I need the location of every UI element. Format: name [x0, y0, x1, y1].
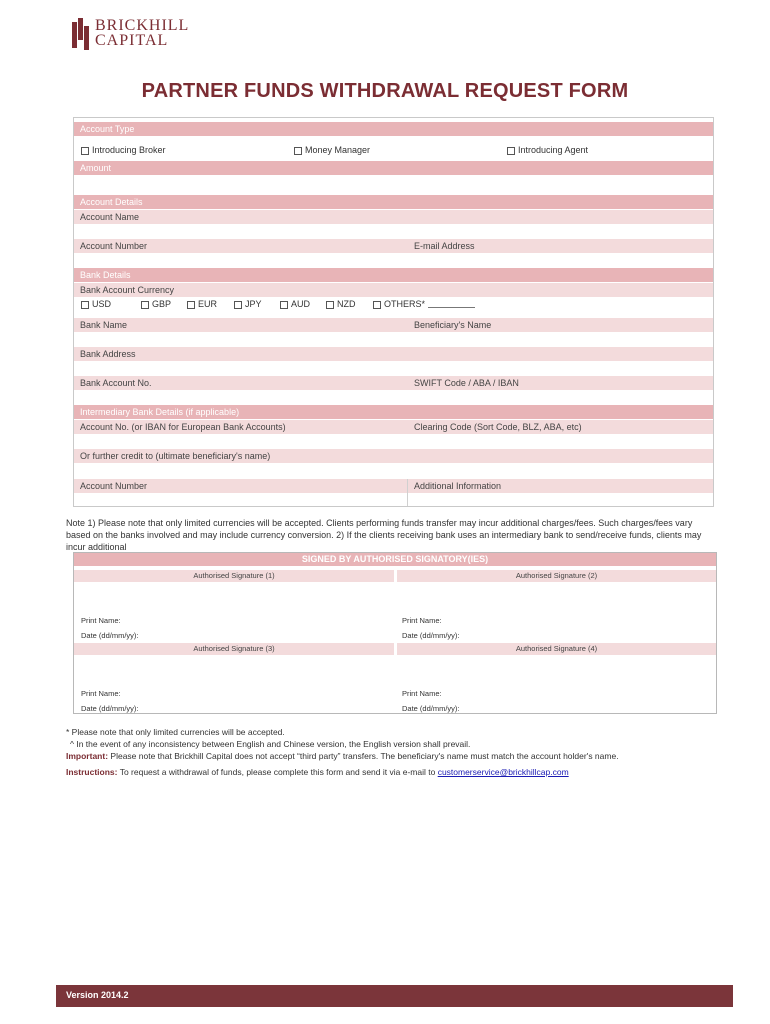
bank-address-input[interactable]: [74, 361, 713, 375]
option-introducing-agent[interactable]: Introducing Agent: [507, 144, 588, 156]
further-account-row: [74, 479, 713, 493]
checkbox-icon[interactable]: [187, 301, 195, 309]
signature-3-label: Authorised Signature (3): [74, 643, 394, 655]
signature-4-label: Authorised Signature (4): [397, 643, 716, 655]
checkbox-icon[interactable]: [234, 301, 242, 309]
caret-note: ^ In the event of any inconsistency between English and Chinese version, the English version shall prevail.: [70, 739, 471, 749]
signature-3-field[interactable]: [74, 656, 394, 684]
bank-name-inputs[interactable]: [74, 332, 713, 346]
bank-account-row: [74, 376, 713, 390]
currency-eur[interactable]: EUR: [187, 298, 217, 310]
column-divider: [407, 479, 408, 506]
bank-address-label: Bank Address: [74, 347, 713, 361]
instructions-note: [66, 766, 569, 778]
section-amount: Amount: [74, 161, 713, 175]
checkbox-icon[interactable]: [326, 301, 334, 309]
bank-account-inputs[interactable]: [74, 390, 713, 404]
important-text: Please note that Brickhill Capital does not accept “third party” transfers. The beneficiary's name must match the account holder's name.: [110, 751, 619, 761]
bank-name-label: Bank Name: [80, 320, 128, 330]
bank-account-no-label: Bank Account No.: [80, 378, 152, 388]
signature-2-label: Authorised Signature (2): [397, 570, 716, 582]
currency-jpy[interactable]: JPY: [234, 298, 262, 310]
account-type-options: [74, 144, 713, 158]
signature-header: SIGNED BY AUTHORISED SIGNATORY(IES): [74, 553, 716, 566]
account-name-label: Account Name: [74, 210, 713, 224]
section-account-type: Account Type: [74, 122, 713, 136]
further-account-label: Account Number: [80, 481, 148, 491]
account-number-email-inputs[interactable]: [74, 253, 713, 267]
currency-aud[interactable]: AUD: [280, 298, 310, 310]
currency-label: Bank Account Currency: [74, 283, 713, 297]
intermediary-account-label: Account No. (or IBAN for European Bank Accounts): [80, 422, 286, 432]
currency-options: [74, 298, 713, 312]
version-label: Version 2014.2: [66, 990, 129, 1000]
date-2: Date (dd/mm/yy):: [402, 631, 460, 640]
logo-line2: CAPITAL: [95, 32, 169, 49]
print-name-4: Print Name:: [402, 689, 442, 698]
checkbox-icon[interactable]: [507, 147, 515, 155]
additional-info-label: Additional Information: [414, 481, 502, 491]
checkbox-icon[interactable]: [280, 301, 288, 309]
instructions-label: Instructions:: [66, 767, 118, 777]
currency-others[interactable]: OTHERS*: [373, 298, 425, 310]
section-intermediary: Intermediary Bank Details (if applicable): [74, 405, 713, 419]
bank-name-row: [74, 318, 713, 332]
signature-1-label: Authorised Signature (1): [74, 570, 394, 582]
currency-gbp[interactable]: GBP: [141, 298, 171, 310]
page-title: PARTNER FUNDS WITHDRAWAL REQUEST FORM: [141, 80, 629, 102]
checkbox-icon[interactable]: [81, 301, 89, 309]
print-name-3: Print Name:: [81, 689, 121, 698]
beneficiary-label: Beneficiary's Name: [414, 320, 492, 330]
signature-2-field[interactable]: [397, 583, 716, 611]
clearing-code-label: Clearing Code (Sort Code, BLZ, ABA, etc): [414, 422, 582, 432]
email-label: E-mail Address: [414, 241, 475, 251]
currency-usd[interactable]: USD: [81, 298, 111, 310]
account-number-label: Account Number: [80, 241, 148, 251]
date-1: Date (dd/mm/yy):: [81, 631, 139, 640]
amount-input[interactable]: [74, 175, 713, 193]
intermediary-account-row: [74, 420, 713, 434]
star-note: * Please note that only limited currencies will be accepted.: [66, 727, 285, 737]
further-credit-label: Or further credit to (ultimate beneficiary's name): [74, 449, 713, 463]
signature-4-field[interactable]: [397, 656, 716, 684]
account-name-input[interactable]: [74, 224, 713, 238]
print-name-1: Print Name:: [81, 616, 121, 625]
option-money-manager[interactable]: Money Manager: [294, 144, 370, 156]
logo-wordmark: [95, 18, 189, 48]
checkbox-icon[interactable]: [294, 147, 302, 155]
option-introducing-broker[interactable]: Introducing Broker: [81, 144, 166, 156]
others-underline: [428, 307, 475, 308]
currency-nzd[interactable]: NZD: [326, 298, 356, 310]
important-note: [66, 750, 619, 762]
section-bank-details: Bank Details: [74, 268, 713, 282]
swift-label: SWIFT Code / ABA / IBAN: [414, 378, 519, 388]
logo-line1: BRICKHILL: [95, 17, 190, 34]
checkbox-icon[interactable]: [81, 147, 89, 155]
currency-note: Note 1) Please note that only limited currencies will be accepted. Clients performing funds transfer may incur additional charges/fees. Such charges/fees vary based on the banks involved and may include currency conversion. 2) If the clients receiving bank uses an intermediary bank to send/receive funds, clients may incur additional: [66, 518, 702, 552]
instructions-text: To request a withdrawal of funds, please complete this form and send it via e-mail to: [119, 767, 436, 777]
signature-1-field[interactable]: [74, 583, 394, 611]
important-label: Important:: [66, 751, 109, 761]
customer-service-email-link[interactable]: customerservice@brickhillcap.com: [437, 767, 569, 777]
account-number-row: [74, 239, 713, 253]
checkbox-icon[interactable]: [373, 301, 381, 309]
further-credit-input[interactable]: [74, 463, 713, 477]
checkbox-icon[interactable]: [141, 301, 149, 309]
print-name-2: Print Name:: [402, 616, 442, 625]
version-bar: [56, 985, 733, 1007]
brickhill-logo-icon: [72, 16, 90, 52]
section-account-details: Account Details: [74, 195, 713, 209]
intermediary-account-inputs[interactable]: [74, 434, 713, 448]
date-4: Date (dd/mm/yy):: [402, 704, 460, 713]
date-3: Date (dd/mm/yy):: [81, 704, 139, 713]
